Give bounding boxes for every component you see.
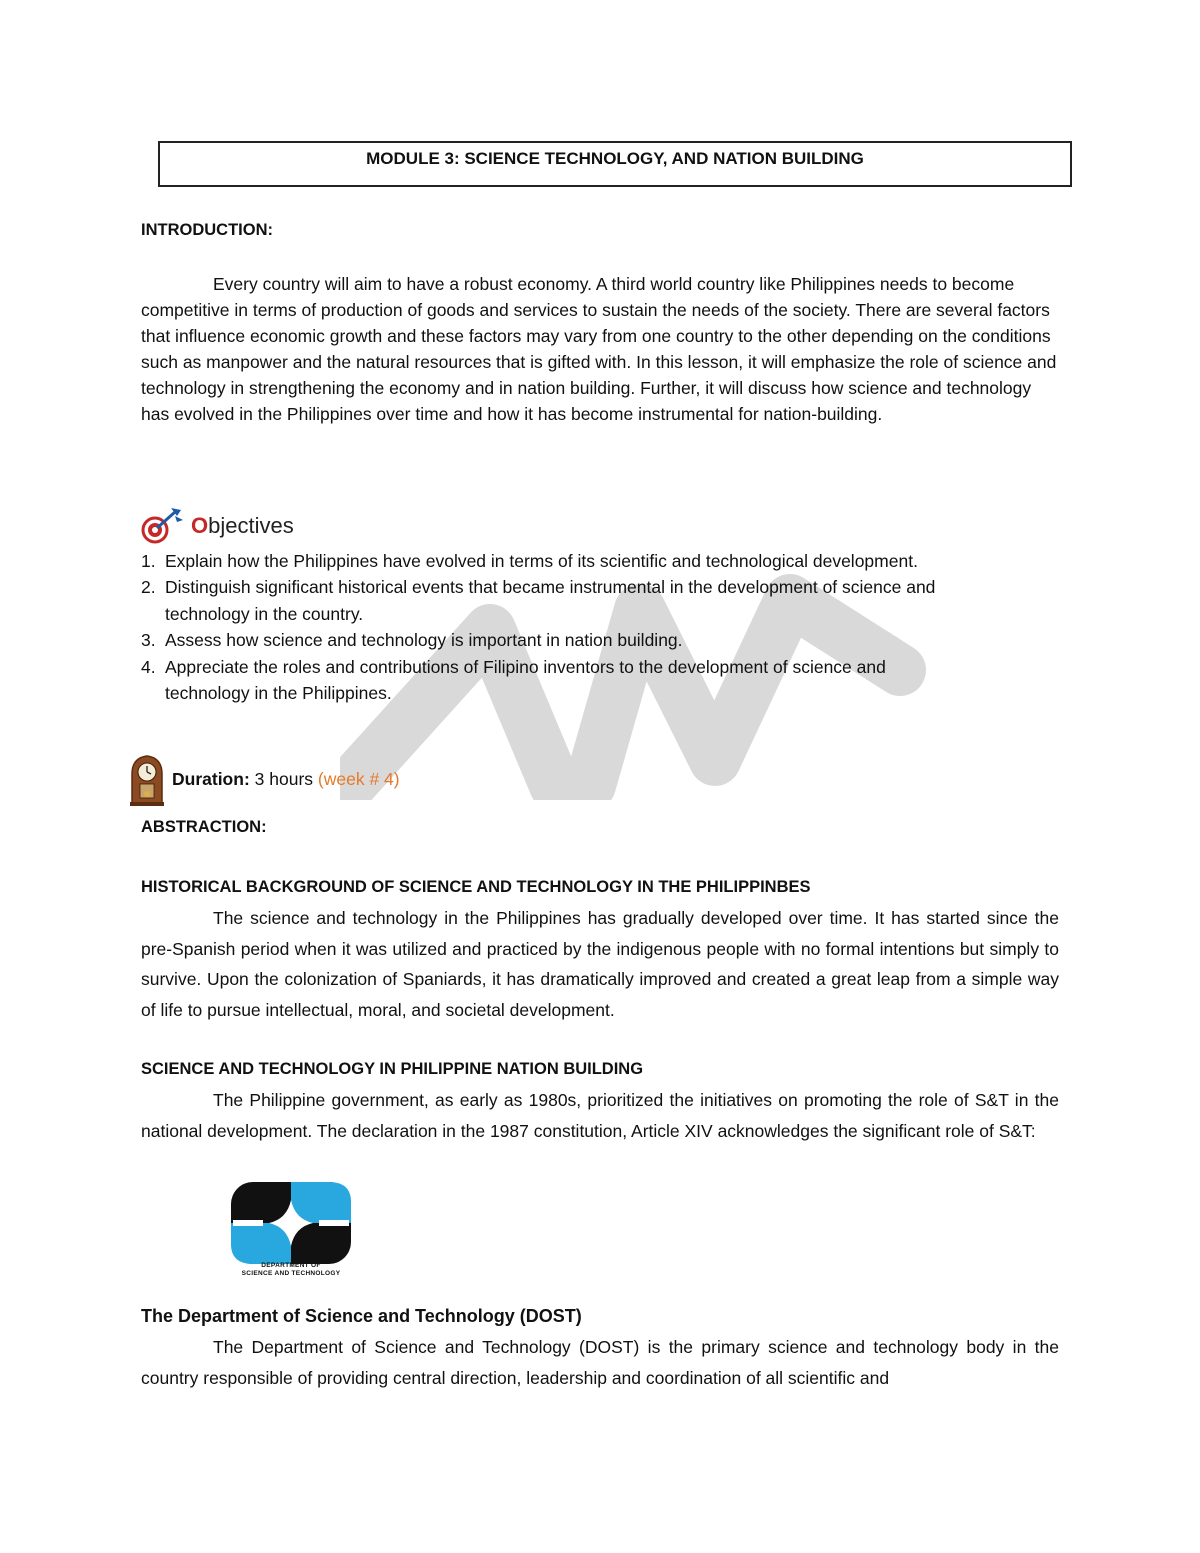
duration-value: 3 hours <box>254 768 314 789</box>
target-dart-icon <box>141 506 185 546</box>
objectives-list <box>141 548 941 706</box>
historical-paragraph: The science and technology in the Philippines has gradually developed over time. It has started since the pre-Spanish period when it was utilized and practiced by the indigenous people with no formal intentions but simply to survive. Upon the colonization of Spaniards, it has dramatically improved and created a great leap from a simple way of life to pursue intellectual, moral, and societal development. <box>141 908 1059 1020</box>
objectives-header <box>141 506 294 546</box>
module-title: MODULE 3: SCIENCE TECHNOLOGY, AND NATION BUILDING <box>158 141 1072 187</box>
nation-building-paragraph: The Philippine government, as early as 1980s, prioritized the initiatives on promoting the role of S&T in the national development. The declaration in the 1987 constitution, Article XIV acknowledges the significant role of S&T: <box>141 1090 1059 1141</box>
duration-week: (week # 4) <box>317 768 400 789</box>
duration-label: Duration: <box>172 768 250 789</box>
abstraction-heading: ABSTRACTION: <box>141 818 267 836</box>
objective-item: 4. Appreciate the roles and contributions of Filipino inventors to the development of science and technology in the Philippines. <box>141 656 886 704</box>
clock-icon <box>128 752 166 806</box>
historical-heading: HISTORICAL BACKGROUND OF SCIENCE AND TECHNOLOGY IN THE PHILIPPINBES <box>141 878 811 896</box>
objective-item: 1. Explain how the Philippines have evolved in terms of its scientific and technological development. <box>141 551 918 571</box>
introduction-heading: INTRODUCTION: <box>141 221 273 239</box>
dost-heading: The Department of Science and Technology (DOST) <box>141 1306 582 1326</box>
objectives-title: Objectives <box>191 513 294 538</box>
objective-item: 2. Distinguish significant historical events that became instrumental in the development of science and technology in the country. <box>141 577 936 624</box>
introduction-paragraph: Every country will aim to have a robust economy. A third world country like Philippines needs to become competitive in terms of production of goods and services to sustain the needs of the society. There are several factors that influence economic growth and these factors may vary from one country to the other depending on the conditions such as manpower and the natural resources that is gifted with. In this lesson, it will emphasize the role of science and technology in strengthening the economy and in nation building. Further, it will discuss how science and technology has evolved in the Philippines over time and how it has become instrumental for nation-building. <box>141 274 1057 424</box>
duration-line <box>128 752 400 806</box>
dost-logo-caption: DEPARTMENT OF SCIENCE AND TECHNOLOGY <box>241 1262 341 1277</box>
nation-building-heading: SCIENCE AND TECHNOLOGY IN PHILIPPINE NATION BUILDING <box>141 1060 644 1078</box>
objective-item: 3. Assess how science and technology is important in nation building. <box>141 630 683 651</box>
dost-paragraph: The Department of Science and Technology (DOST) is the primary science and technology body in the country responsible of providing central direction, leadership and coordination of all scientific and <box>141 1337 1059 1388</box>
